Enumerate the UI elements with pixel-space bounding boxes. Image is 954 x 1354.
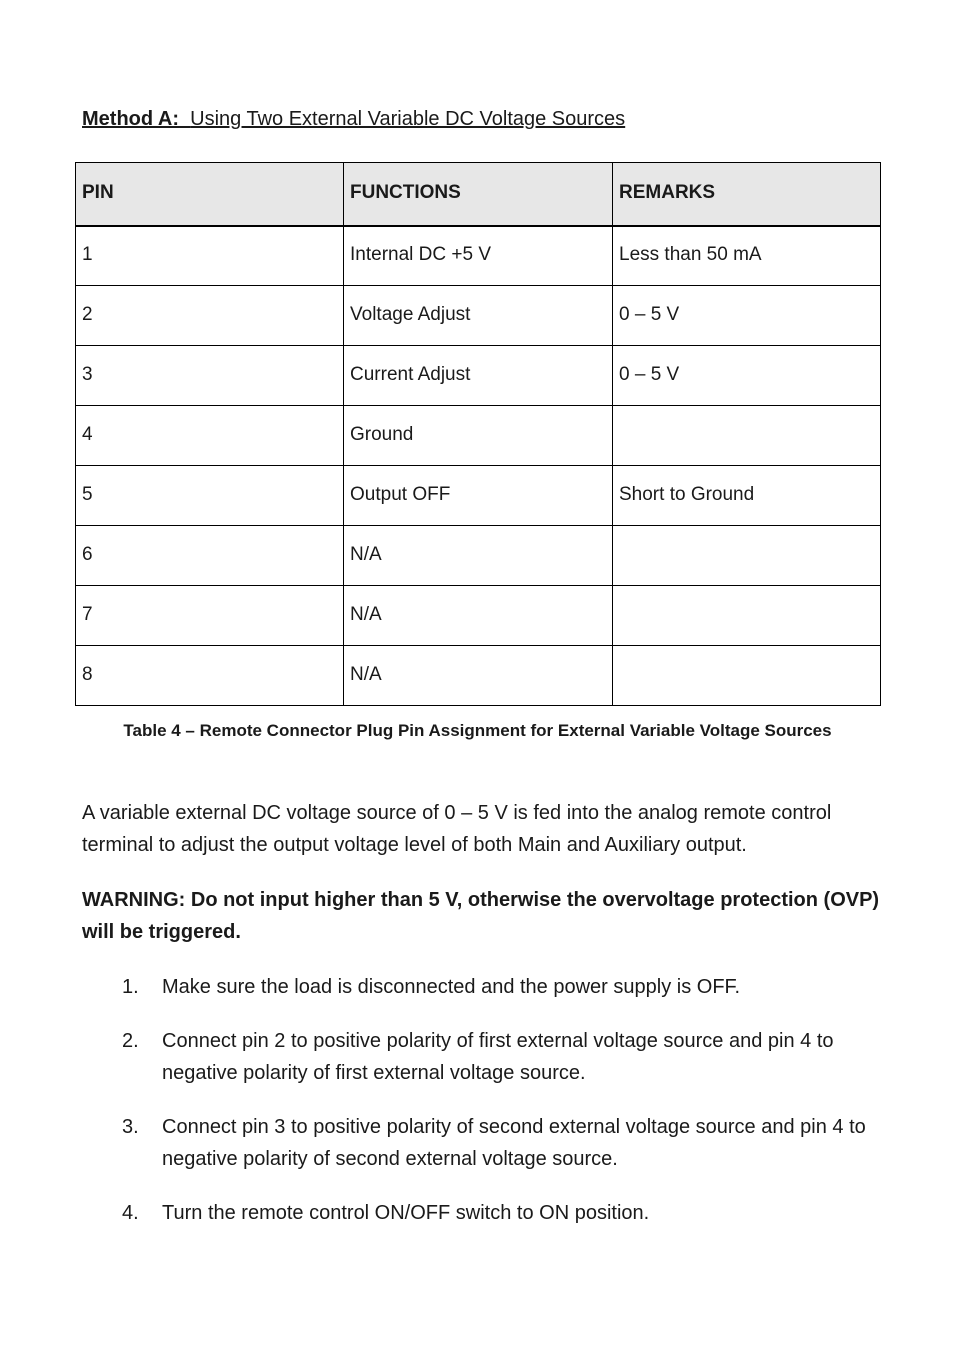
function-cell: Voltage Adjust [344, 286, 613, 346]
remark-cell: 0 – 5 V [613, 286, 881, 346]
table-caption: Table 4 – Remote Connector Plug Pin Assignment for External Variable Voltage Sources [123, 721, 832, 740]
step-text: Connect pin 3 to positive polarity of second external voltage source and pin 4 to negative polarity of second external voltage source. [162, 1116, 866, 1170]
function-cell: Internal DC +5 V [344, 226, 613, 286]
function-cell: Ground [344, 406, 613, 466]
function-cell: Current Adjust [344, 346, 613, 406]
step-number: 1. [122, 976, 139, 998]
pin-cell: 6 [76, 526, 344, 586]
heading-title: Using Two External Variable DC Voltage Sources [190, 108, 626, 130]
step-text: Connect pin 2 to positive polarity of first external voltage source and pin 4 to negative polarity of first external voltage source. [162, 1030, 834, 1084]
step-text: Turn the remote control ON/OFF switch to ON position. [162, 1202, 650, 1224]
function-cell: N/A [344, 646, 613, 706]
remark-cell [613, 646, 881, 706]
table-row [76, 646, 881, 706]
table-row [76, 586, 881, 646]
list-item [0, 1197, 882, 1229]
table-row [76, 466, 881, 526]
column-header-functions: FUNCTIONS [344, 163, 613, 226]
column-header-pin: PIN [76, 163, 344, 226]
column-header-remarks: REMARKS [613, 163, 881, 226]
pin-cell: 2 [76, 286, 344, 346]
function-cell: N/A [344, 586, 613, 646]
table-row [76, 406, 881, 466]
procedure-steps [0, 971, 954, 1251]
list-item [0, 1025, 882, 1089]
remark-cell [613, 406, 881, 466]
table-row [76, 286, 881, 346]
list-item [0, 1111, 882, 1175]
remark-cell [613, 586, 881, 646]
pin-cell: 4 [76, 406, 344, 466]
remark-cell: 0 – 5 V [613, 346, 881, 406]
step-number: 2. [122, 1030, 139, 1052]
pin-cell: 5 [76, 466, 344, 526]
table-row [76, 226, 881, 286]
pin-cell: 7 [76, 586, 344, 646]
remark-cell: Short to Ground [613, 466, 881, 526]
function-cell: N/A [344, 526, 613, 586]
step-number: 3. [122, 1116, 139, 1138]
table-row [76, 346, 881, 406]
remark-cell: Less than 50 mA [613, 226, 881, 286]
table-row [76, 526, 881, 586]
step-text: Make sure the load is disconnected and the power supply is OFF. [162, 976, 741, 998]
remark-cell [613, 526, 881, 586]
pin-cell: 8 [76, 646, 344, 706]
function-cell: Output OFF [344, 466, 613, 526]
pin-cell: 1 [76, 226, 344, 286]
list-item [0, 971, 882, 1003]
section-heading [82, 108, 625, 131]
table-header-row [76, 163, 881, 226]
pin-cell: 3 [76, 346, 344, 406]
step-number: 4. [122, 1202, 139, 1224]
description-paragraph: A variable external DC voltage source of 0 – 5 V is fed into the analog remote control terminal to adjust the output voltage level of both Main and Auxiliary output. [82, 802, 832, 856]
pin-assignment-table [75, 162, 881, 706]
warning-paragraph: WARNING: Do not input higher than 5 V, otherwise the overvoltage protection (OVP) will be triggered. [82, 889, 880, 943]
heading-lead: Method A: [82, 108, 180, 130]
